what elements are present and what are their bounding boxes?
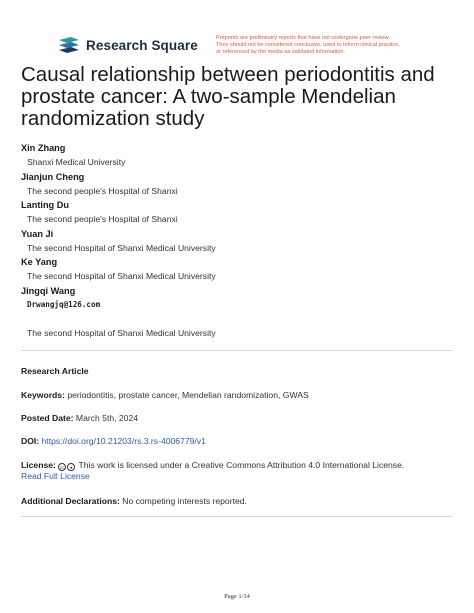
doi-link[interactable]: https://doi.org/10.21203/rs.3.rs-4006779/v1 [41, 436, 206, 446]
author-entry [21, 170, 461, 199]
keywords-label: Keywords: [21, 390, 65, 400]
disclaimer-line: They should not be considered conclusive, used to inform clinical practice, [216, 42, 400, 49]
author-entry [21, 198, 461, 227]
research-square-logo-icon [58, 36, 80, 54]
author-name: Jianjun Cheng [21, 171, 85, 182]
keywords-value: periodontitis, prostate cancer, Mendelian randomization, GWAS [67, 390, 309, 400]
read-full-license-link[interactable]: Read Full License [21, 471, 90, 481]
author-affiliation: The second Hospital of Shanxi Medical University [27, 327, 216, 338]
author-affiliation: The second people's Hospital of Shanxi [27, 214, 178, 224]
section-divider [21, 516, 453, 517]
keywords-line [21, 390, 461, 401]
by-icon: ● [67, 463, 75, 471]
brand-name: Research Square [86, 37, 198, 53]
doi-label: DOI: [21, 436, 40, 446]
disclaimer-line: or referenced by the media as validated information. [216, 49, 346, 56]
declarations-line [21, 496, 461, 507]
author-entry [21, 255, 461, 284]
cc-icon: cc [60, 465, 65, 470]
license-text: This work is licensed under a Creative Commons Attribution 4.0 International License. [78, 460, 405, 470]
author-name: Jingqi Wang [21, 285, 76, 296]
license-line [21, 460, 461, 482]
declarations-label: Additional Declarations: [21, 496, 120, 506]
article-type-label: Research Article [21, 366, 89, 376]
posted-date-line [21, 413, 461, 424]
author-entry [21, 141, 461, 170]
author-name: Ke Yang [21, 257, 58, 267]
article-type [21, 366, 461, 377]
posted-date-label: Posted Date: [21, 413, 74, 423]
preprint-disclaimer [216, 35, 436, 57]
author-name: Xin Zhang [21, 143, 66, 153]
posted-date-value: March 5th, 2024 [75, 413, 139, 423]
author-affiliation: The second Hospital of Shanxi Medical University [27, 242, 216, 253]
author-entry [21, 227, 461, 256]
author-entry [21, 284, 461, 341]
author-affiliation: The second people's Hospital of Shanxi [27, 185, 178, 196]
author-affiliation: Shanxi Medical University [27, 157, 126, 167]
section-divider [21, 350, 453, 351]
author-affiliation: The second Hospital of Shanxi Medical University [27, 271, 216, 281]
research-square-logo[interactable] [58, 36, 198, 54]
author-name: Lanting Du [21, 200, 69, 210]
paper-title: Causal relationship between periodontitis and prostate cancer: A two-sample Mendelian randomization study [21, 63, 435, 130]
disclaimer-line: Preprints are preliminary reports that have not undergone peer review. [216, 35, 390, 41]
declarations-value: No competing interests reported. [122, 496, 247, 506]
license-label: License: [21, 460, 56, 470]
author-name: Yuan Ji [21, 228, 54, 239]
author-email[interactable]: Drwangjq@126.com [27, 299, 101, 309]
page-number: Page 1/14 [224, 593, 250, 600]
doi-line [21, 436, 461, 447]
author-list [21, 141, 461, 340]
